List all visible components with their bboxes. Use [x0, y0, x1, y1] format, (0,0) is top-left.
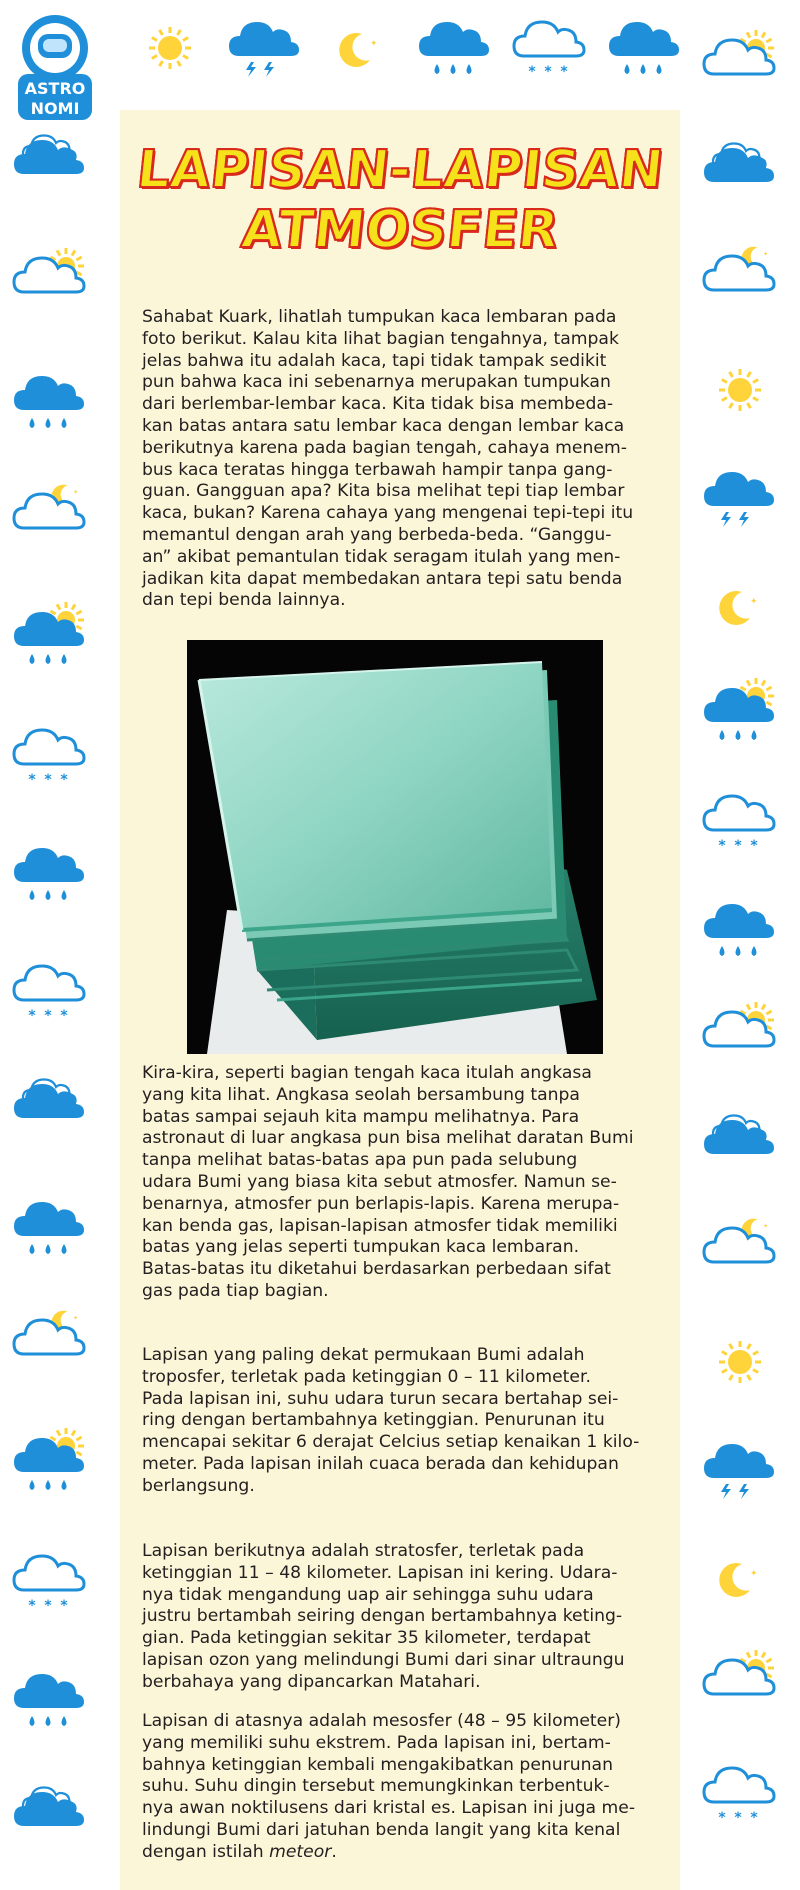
svg-text:✦: ✦ — [763, 1222, 769, 1230]
mesosphere-text: Lapisan di atasnya adalah mesosfer (48 – 95 kilometer) yang memiliki suhu ekstrem. Pada lapisan ini, bertam- bahnya ketinggian kembali mengakibatkan penurunan suhu. Suhu dingin tersebut memungkinkan terbentuk- nya awan noktilusens dari kristal es. Lapisan ini juga me- lindungi Bumi dari jatuhan benda langit yang kita kenal dengan istilah — [142, 1711, 636, 1862]
moon-cloud-icon — [10, 484, 90, 554]
svg-text:*: * — [528, 64, 536, 80]
rain-cloud-icon — [700, 894, 780, 964]
astronomi-logo — [10, 10, 100, 125]
svg-text:*: * — [750, 838, 758, 854]
moon-cloud-icon — [700, 246, 780, 316]
storm-cloud-icon — [225, 12, 305, 82]
rain-cloud-icon — [10, 1192, 90, 1262]
moon-cloud-icon — [10, 1310, 90, 1380]
svg-text:*: * — [60, 772, 68, 788]
right-icon-column — [690, 0, 800, 1890]
sun-cloud-icon — [10, 248, 90, 318]
sun-rain-cloud-icon — [10, 1428, 90, 1498]
svg-text:*: * — [60, 1008, 68, 1024]
svg-text:✦: ✦ — [750, 1569, 758, 1579]
snow-cloud-icon — [10, 956, 90, 1026]
partly-cloudy-icon — [10, 130, 90, 200]
snow-cloud-icon — [700, 1758, 780, 1828]
moon-icon — [700, 1542, 780, 1612]
partly-cloudy-icon — [10, 1074, 90, 1144]
paragraph-stratosphere: Lapisan berikutnya adalah stratosfer, terletak pada ketinggian 11 – 48 kilometer. Lapisan ini kering. Udara- nya tidak mengandung uap air sehingga suhu udara justru bertambah seiring dengan bertambahnya keting- gian. Pada ketinggian sekitar 35 kilometer, terdapat lapisan ozon yang melindungi Bumi dari sinar ultraungu berbahaya yang dipancarkan Matahari. — [142, 1541, 625, 1692]
top-icon-row — [0, 0, 800, 110]
storm-cloud-icon — [700, 462, 780, 532]
logo-line2: NOMI — [30, 99, 80, 118]
sun-icon — [700, 1326, 780, 1396]
glass-stack-photo — [187, 640, 603, 1054]
svg-text:✦: ✦ — [370, 39, 378, 49]
svg-text:✦: ✦ — [73, 488, 79, 496]
svg-text:*: * — [734, 838, 742, 854]
rain-cloud-icon — [415, 12, 495, 82]
paragraph-intro: Sahabat Kuark, lihatlah tumpukan kaca lembaran pada foto berikut. Kalau kita lihat bagian tengahnya, tampak jelas bahwa itu adalah kaca, tapi tidak tampak sedikit pun bahwa kaca ini sebenarnya merupakan tumpukan dari berlembar-lembar kaca. Kita tidak bisa membeda- kan batas antara satu lembar kaca dengan lembar kaca berikutnya karena pada bagian tengah, cahaya menem- bus kaca teratas hingga terbawah hampir tanpa gang- guan. Gangguan apa? Kita bisa melihat tepi tiap lembar kaca, bukan? Karena cahaya yang mengenai tepi-tepi itu memantul dengan arah yang berbeda-beda. “Ganggu- an” akibat pemantulan tidak seragam itulah yang men- jadikan kita dapat membedakan antara tepi satu benda dan tepi benda lainnya. — [142, 307, 634, 611]
storm-cloud-icon — [700, 1434, 780, 1504]
svg-text:✦: ✦ — [750, 597, 758, 607]
moon-icon — [700, 570, 780, 640]
partly-cloudy-icon — [10, 1782, 90, 1852]
svg-text:*: * — [28, 1008, 36, 1024]
svg-text:*: * — [28, 772, 36, 788]
svg-text:*: * — [44, 1598, 52, 1614]
paragraph-mesosphere — [142, 1711, 662, 1864]
partly-cloudy-icon — [700, 1110, 780, 1180]
title-line1: LAPISAN-LAPISAN — [134, 140, 666, 200]
svg-text:*: * — [560, 64, 568, 80]
svg-text:*: * — [734, 1810, 742, 1826]
sun-cloud-icon — [700, 1650, 780, 1720]
rain-cloud-icon — [605, 12, 685, 82]
snow-cloud-icon — [10, 720, 90, 790]
partly-cloudy-icon — [700, 138, 780, 208]
svg-text:*: * — [28, 1598, 36, 1614]
svg-text:*: * — [750, 1810, 758, 1826]
paragraph-troposphere: Lapisan yang paling dekat permukaan Bumi adalah troposfer, terletak pada ketinggian 0 – 11 kilometer. Pada lapisan ini, suhu udara turun secara bertahap sei- ring dengan bertambahnya ketinggian. Penurunan itu mencapai sekitar 6 derajat Celcius setiap kenaikan 1 kilo- meter. Pada lapisan inilah cuaca berada dan kehidupan berlangsung. — [142, 1345, 640, 1496]
rain-cloud-icon — [10, 366, 90, 436]
sun-cloud-icon — [700, 1002, 780, 1072]
snow-cloud-icon — [700, 786, 780, 856]
svg-text:*: * — [718, 838, 726, 854]
svg-text:*: * — [718, 1810, 726, 1826]
logo-line1: ASTRO — [24, 79, 86, 98]
svg-text:*: * — [44, 772, 52, 788]
article-title — [120, 140, 680, 260]
moon-cloud-icon — [700, 1218, 780, 1288]
rain-cloud-icon — [10, 1664, 90, 1734]
mesosphere-end: . — [331, 1841, 337, 1862]
title-line2: ATMOSFER — [238, 200, 562, 260]
snow-cloud-icon — [510, 12, 590, 82]
moon-icon — [320, 12, 400, 82]
sun-icon — [130, 12, 210, 82]
svg-text:✦: ✦ — [763, 250, 769, 258]
svg-text:*: * — [44, 1008, 52, 1024]
sun-rain-cloud-icon — [700, 678, 780, 748]
svg-text:✦: ✦ — [73, 1314, 79, 1322]
sun-rain-cloud-icon — [10, 602, 90, 672]
svg-text:*: * — [60, 1598, 68, 1614]
snow-cloud-icon — [10, 1546, 90, 1616]
left-icon-column — [0, 0, 110, 1890]
paragraph-sky: Kira-kira, seperti bagian tengah kaca itulah angkasa yang kita lihat. Angkasa seolah bersambung tanpa batas sampai sejauh kita mampu melihatnya. Para astronaut di luar angkasa pun bisa melihat daratan Bumi tanpa melihat batas-batas apa pun pada selubung udara Bumi yang biasa kita sebut atmosfer. Namun se- benarnya, atmosfer pun berlapis-lapis. Karena merupa- kan benda gas, lapisan-lapisan atmosfer tidak memiliki batas yang jelas seperti tumpukan kaca lembaran. Batas-batas itu diketahui berdasarkan perbedaan sifat gas pada tiap bagian. — [142, 1063, 634, 1301]
rain-cloud-icon — [10, 838, 90, 908]
sun-icon — [700, 354, 780, 424]
svg-text:*: * — [544, 64, 552, 80]
meteor-term: meteor — [269, 1841, 332, 1862]
